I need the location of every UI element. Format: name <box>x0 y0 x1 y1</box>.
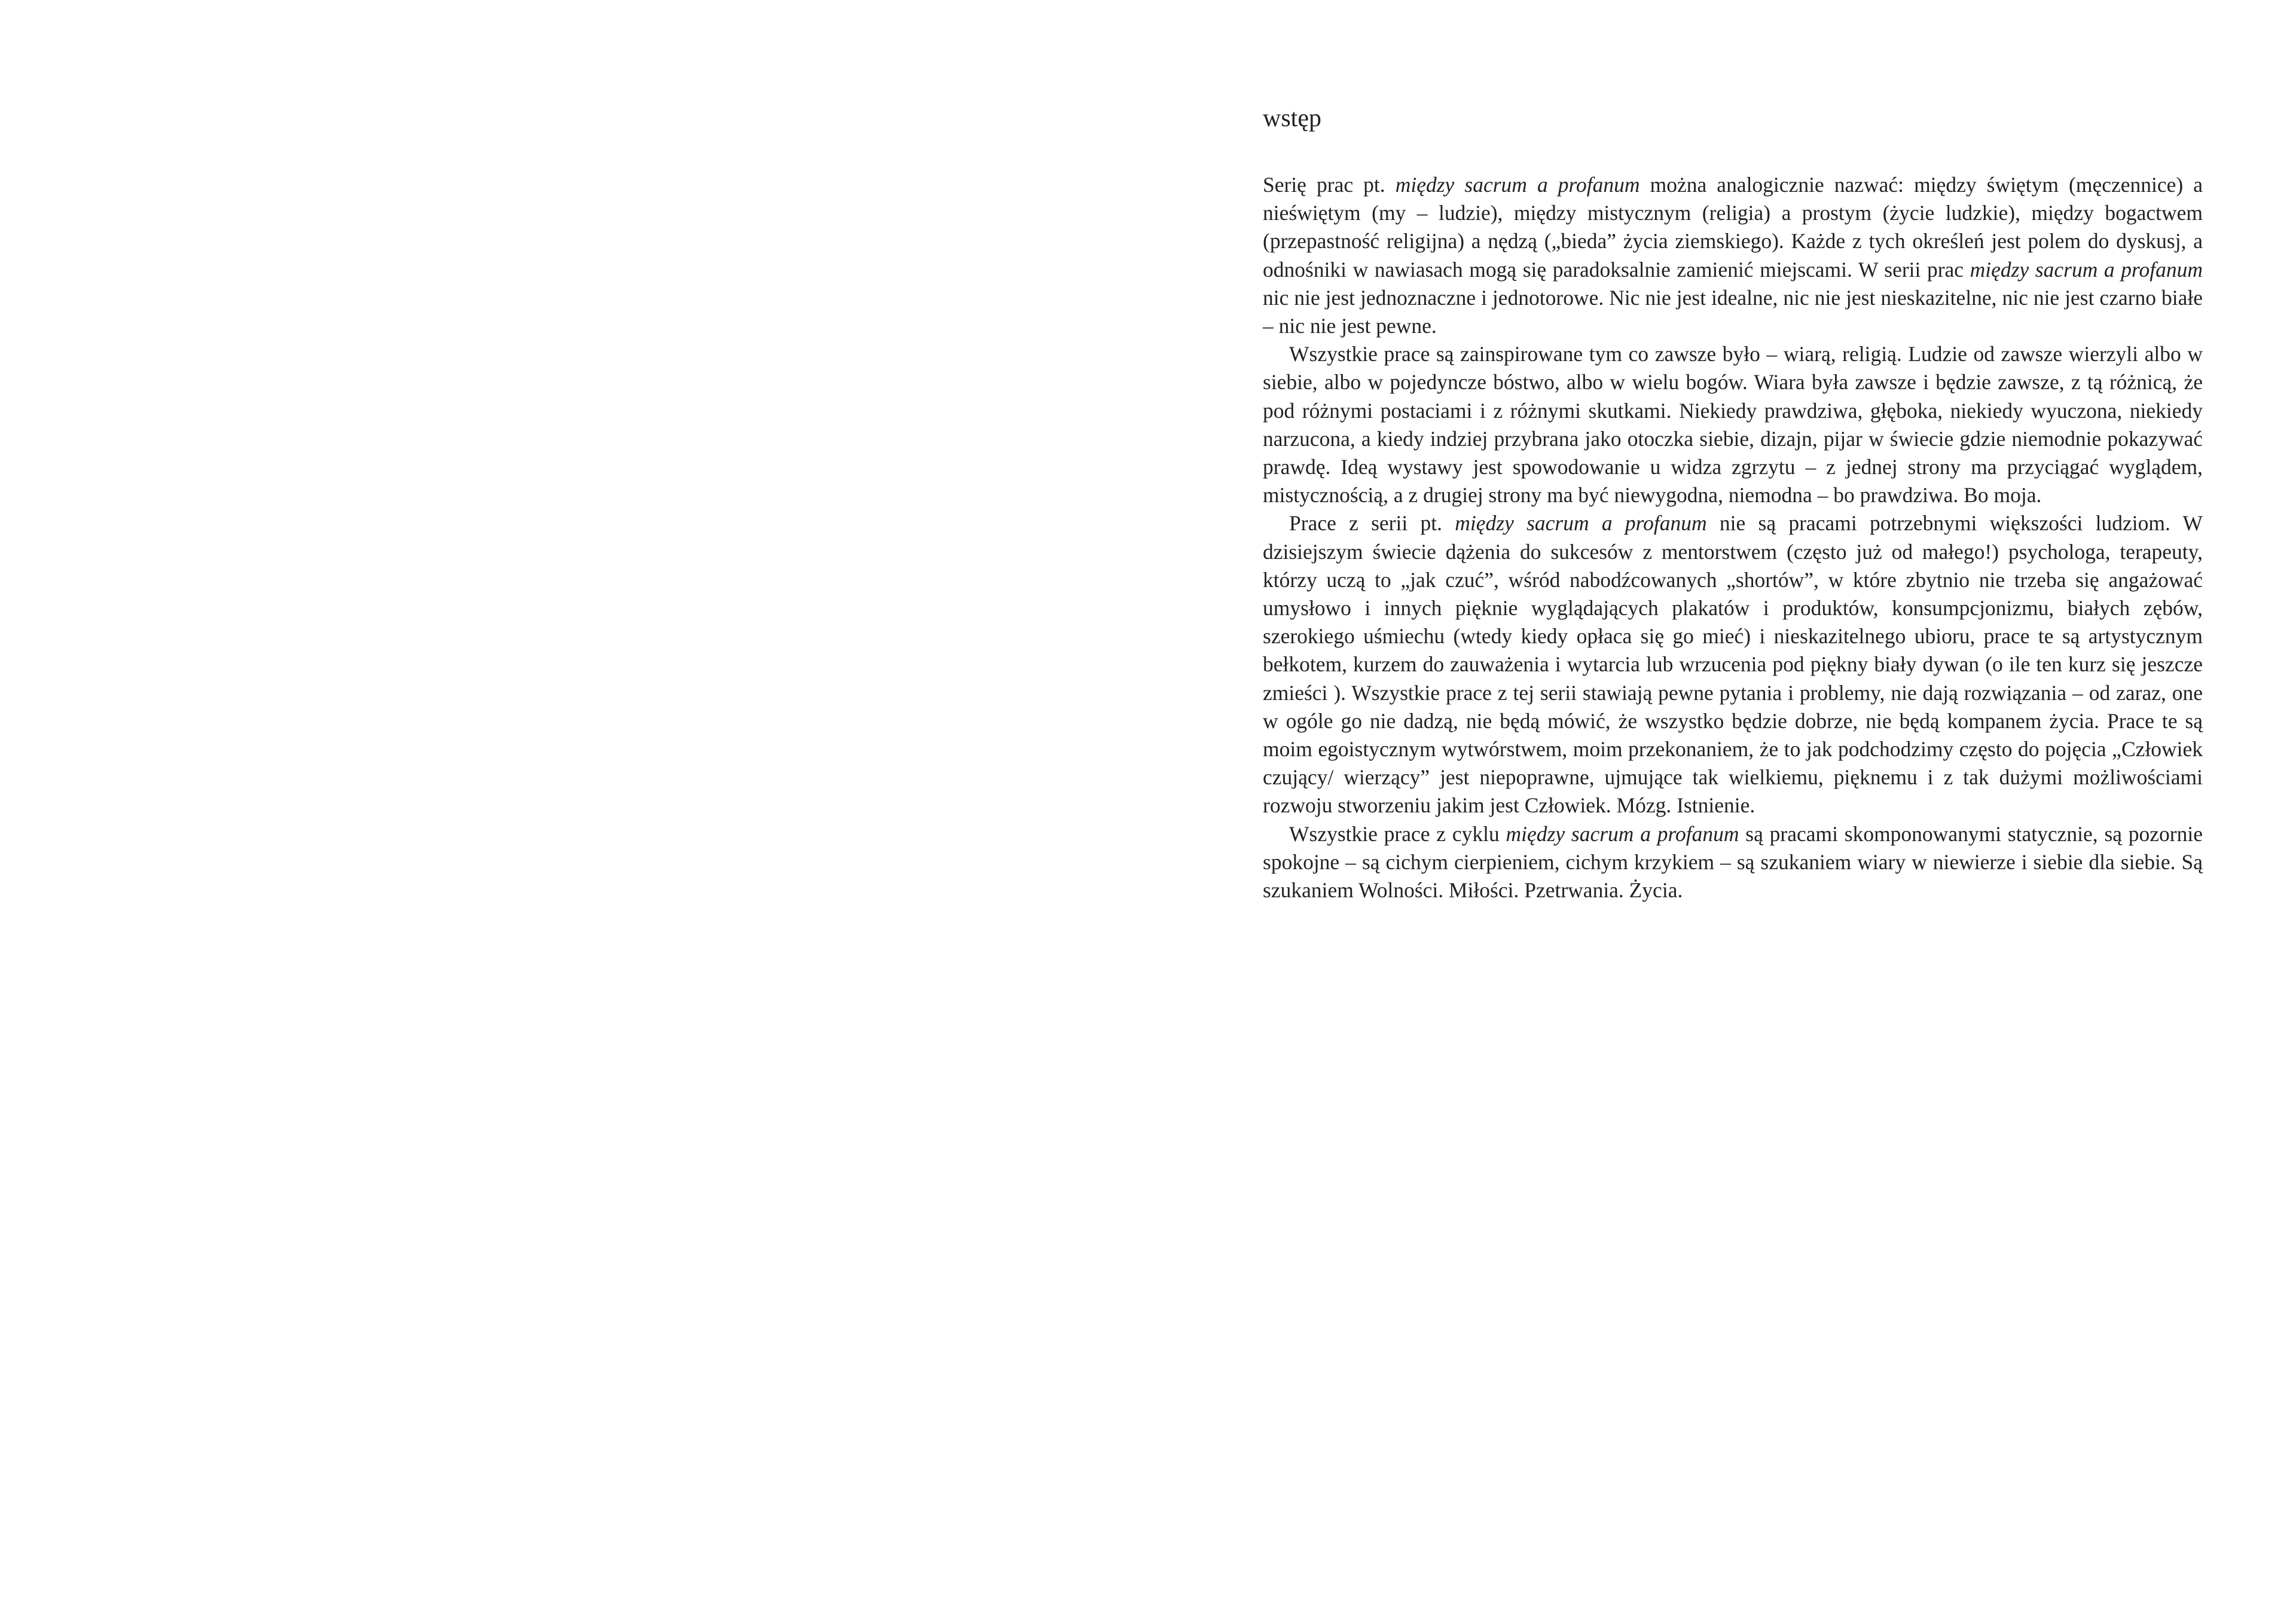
paragraph-3 <box>1263 509 2203 820</box>
page-content <box>1263 102 2203 904</box>
paragraph-2 <box>1263 340 2203 509</box>
right-page <box>1148 0 2296 1623</box>
series-title-italic: między sacrum a profanum <box>1455 511 1707 536</box>
paragraph-3-text: nie są pracami potrzebnymi większości ludziom. W dzisiejszym świecie dążenia do sukcesów z mentorstwem (często już od małego!) psychologa, terapeuty, którzy uczą to „jak czuć”, wśród nabodźcowanych „shortów”, w które zbytnio nie trzeba się angażować umysłowo i innych pięknie wyglądających plakatów i produktów, konsumpcjonizmu, białych zębów, szerokiego uśmiechu (wtedy kiedy opłaca się go mieć) i nieskazitelnego ubioru, prace te są artystycznym bełkotem, kurzem do zauważenia i wytarcia lub wrzucenia pod piękny biały dywan (o ile ten kurz się jeszcze zmieści ). Wszystkie prace z tej serii stawiają pewne pytania i problemy, nie dają rozwiązania – od zaraz, one w ogóle go nie dadzą, nie będą mówić, że wszystko będzie dobrze, nie będą kompanem życia. Prace te są moim egoistycznym wytwórstwem, moim przekonaniem, że to jak podchodzimy często do pojęcia „Człowiek czujący/ wierzący” jest niepoprawne, ujmujące tak wielkiemu, pięknemu i z tak dużymi możliwościami rozwoju stworzeniu jakim jest Człowiek. Mózg. Istnienie. <box>1263 511 2203 818</box>
paragraph-2-text: Wszystkie prace są zainspirowane tym co zawsze było – wiarą, religią. Ludzie od zawsze wierzyli albo w siebie, albo w pojedyncze bóstwo, albo w wielu bogów. Wiara była zawsze i będzie zawsze, z tą różnicą, że pod różnymi postaciami i z różnymi skutkami. Niekiedy prawdziwa, głęboka, niekiedy wyuczona, niekiedy narzucona, a kiedy indziej przybrana jako otoczka siebie, dizajn, pijar w świecie gdzie niemodnie pokazywać prawdę. Ideą wystawy jest spowodowanie u widza zgrzytu – z jednej strony ma przyciągać wyglądem, mistycznością, a z drugiej strony ma być niewygodna, niemodna – bo prawdziwa. Bo moja. <box>1263 342 2203 508</box>
paragraph-4 <box>1263 820 2203 905</box>
paragraph-1 <box>1263 171 2203 340</box>
paragraph-1-text: nic nie jest jednoznaczne i jednotorowe. Nic nie jest idealne, nic nie jest nieskazitelne, nic nie jest czarno białe – nic nie jest pewne. <box>1263 285 2203 338</box>
paragraph-1-text: Serię prac pt. <box>1263 173 1396 197</box>
paragraph-4-text: Wszystkie prace z cyklu <box>1289 821 1506 846</box>
series-title-italic: między sacrum a profanum <box>1395 173 1640 197</box>
series-title-italic: między sacrum a profanum <box>1970 257 2203 282</box>
paragraph-4-text: są pracami skomponowanymi statycznie, są pozornie spokojne – są cichym cierpieniem, cichym krzykiem – są szukaniem wiary w niewierze i siebie dla siebie. Są szukaniem Wolności. Miłości. Pzetrwania. Życia. <box>1263 821 2203 903</box>
paragraph-3-text: Prace z serii pt. <box>1289 511 1455 536</box>
paragraph-1-text: można analogicznie nazwać: między świętym (męczennice) a nieświętym (my – ludzie), między mistycznym (religia) a prostym (życie ludzkie), między bogactwem (przepastność religijna) a nędzą („bieda” życia ziemskiego). Każde z tych określeń jest polem do dyskusj, a odnośniki w nawiasach mogą się paradoksalnie zamienić miejscami. W serii prac <box>1263 173 2203 282</box>
series-title-italic: między sacrum a profanum <box>1506 821 1739 846</box>
page-heading: wstęp <box>1263 105 1321 132</box>
